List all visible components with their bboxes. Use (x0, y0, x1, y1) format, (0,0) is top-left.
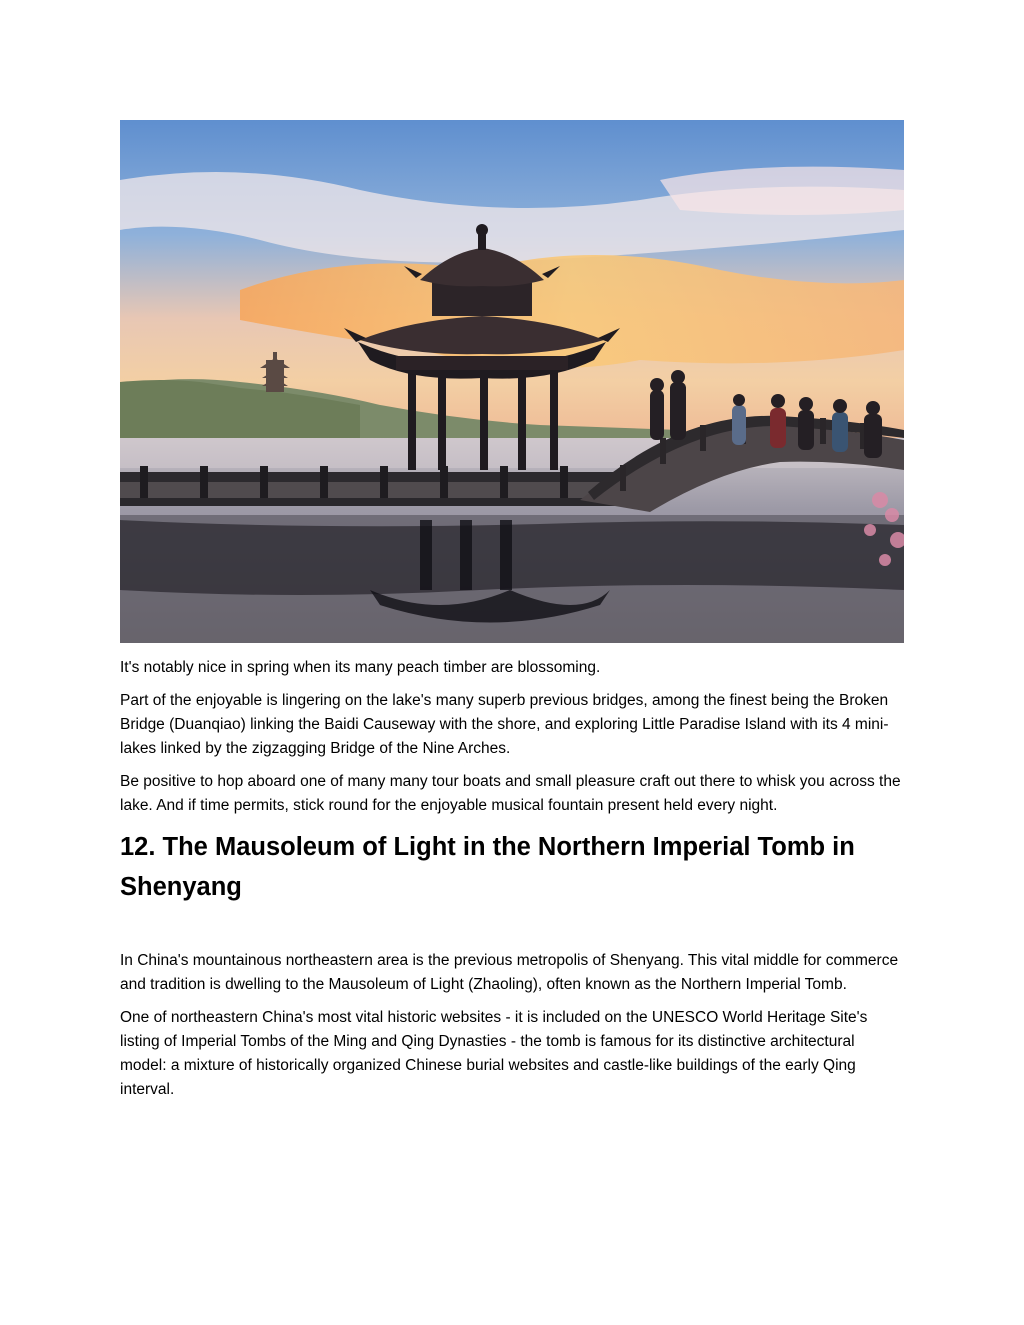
section-heading: 12. The Mausoleum of Light in the Northern Imperial Tomb in Shenyang (120, 833, 855, 901)
paragraph-spring: It's notably nice in spring when its many peach timber are blossoming. (120, 659, 601, 676)
paragraph-unesco: One of northeastern China's most vital historic websites - it is included on the UNESCO World Heritage Site's listing of Imperial Tombs of the Ming and Qing Dynasties - the tomb is famous for its distinctive architectural model: a mixture of historically organized Chinese burial websites and castle-like buildings of the early Qing interval. (120, 1009, 868, 1098)
paragraph-boats: Be positive to hop aboard one of many many tour boats and small pleasure craft out there to whisk you across the lake. And if time permits, stick round for the enjoyable musical fountain present held every night. (120, 773, 901, 814)
paragraph-shenyang: In China's mountainous northeastern area is the previous metropolis of Shenyang. This vital middle for commerce and tradition is dwelling to the Mausoleum of Light (Zhaoling), often known as the Northern Imperial Tomb. (120, 952, 899, 993)
paragraph-bridges: Part of the enjoyable is lingering on the lake's many superb previous bridges, among the finest being the Broken Bridge (Duanqiao) linking the Baidi Causeway with the shore, and exploring Little Paradise Island with its 4 mini-lakes linked by the zigzagging Bridge of the Nine Arches. (120, 692, 889, 757)
article-body (120, 656, 904, 1111)
lake-pavilion-photo (120, 120, 904, 643)
